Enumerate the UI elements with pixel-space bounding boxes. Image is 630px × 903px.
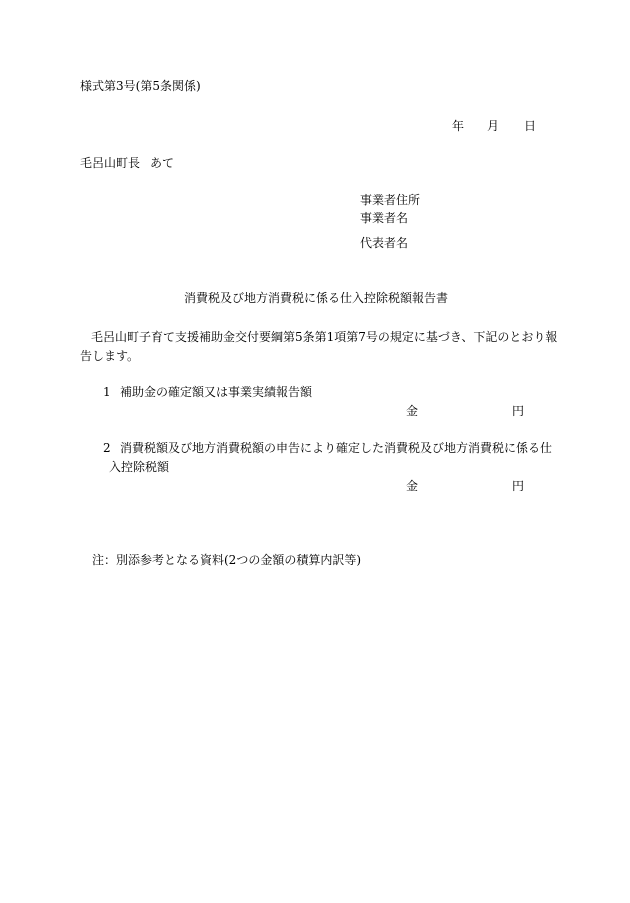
item-1-label: 補助金の確定額又は事業実績報告額 bbox=[120, 385, 313, 399]
item-2-number: 2 bbox=[103, 441, 111, 455]
item-1-number: 1 bbox=[103, 385, 111, 399]
date-month-label: 月 bbox=[487, 119, 500, 133]
body-text-line-2: 告します。 bbox=[80, 349, 140, 363]
sender-representative-label: 代表者名 bbox=[360, 236, 409, 250]
addressee-suffix: あて bbox=[150, 156, 175, 170]
body-text-line-1: 毛呂山町子育て支援補助金交付要綱第5条第1項第7号の規定に基づき、下記のとおり報 bbox=[91, 330, 558, 344]
addressee-name: 毛呂山町長 bbox=[80, 156, 141, 170]
sender-name-label: 事業者名 bbox=[360, 211, 409, 225]
item-2-label-line-1: 消費税額及び地方消費税額の申告により確定した消費税及び地方消費税に係る仕 bbox=[120, 441, 553, 455]
item-2-label-line-2: 入控除税額 bbox=[109, 460, 170, 474]
date-year-label: 年 bbox=[452, 119, 465, 133]
date-day-label: 日 bbox=[524, 119, 537, 133]
item-2-amount-prefix: 金 bbox=[406, 479, 419, 493]
item-1-amount-prefix: 金 bbox=[406, 404, 419, 418]
item-2-amount-unit: 円 bbox=[512, 479, 525, 493]
footnote: 注：別添参考となる資料(2つの金額の積算内訳等) bbox=[92, 553, 361, 567]
document-title: 消費税及び地方消費税に係る仕入控除税額報告書 bbox=[184, 291, 449, 305]
form-number: 様式第3号(第5条関係) bbox=[80, 79, 201, 93]
item-1-amount-unit: 円 bbox=[512, 404, 525, 418]
sender-address-label: 事業者住所 bbox=[360, 193, 421, 207]
